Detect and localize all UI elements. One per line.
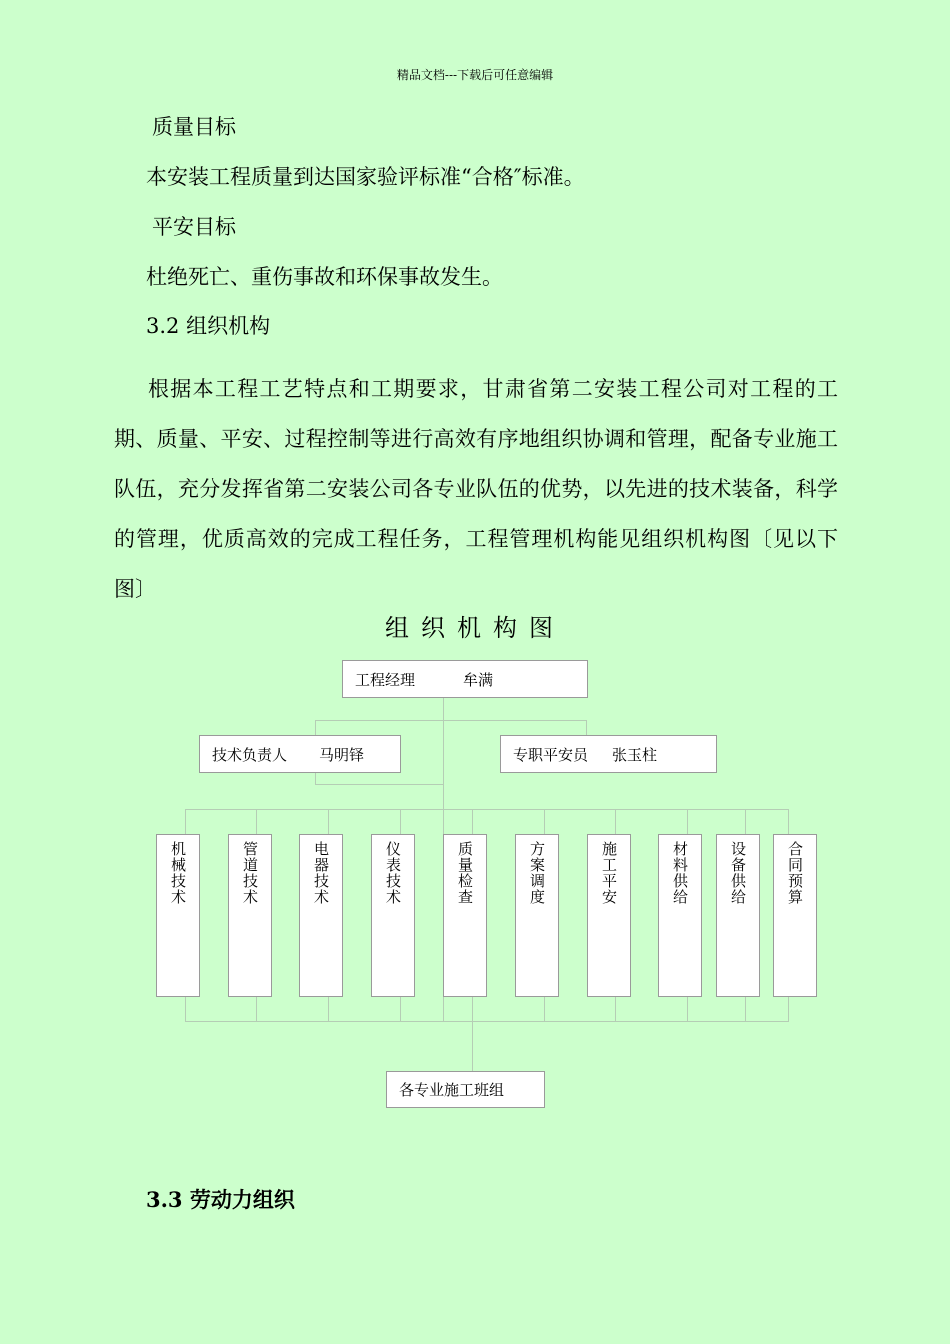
dept-box-1 bbox=[228, 834, 272, 997]
dept-connector-bottom-9 bbox=[788, 996, 789, 1022]
technical-lead-box bbox=[199, 735, 401, 773]
connector-left bbox=[315, 720, 316, 736]
dept-box-3 bbox=[371, 834, 415, 997]
dept-connector-bottom-1 bbox=[256, 996, 257, 1022]
dept-box-5 bbox=[515, 834, 559, 997]
quality-heading: 质量目标 bbox=[152, 115, 236, 139]
org-chart-title: 组织机构图 bbox=[385, 614, 565, 642]
dept-bottom-line bbox=[185, 1021, 789, 1022]
dept-connector-bottom-4 bbox=[472, 996, 473, 1022]
safety-officer-role: 专职平安员 bbox=[513, 745, 589, 764]
section-3-2-heading: 3.2 组织机构 bbox=[146, 314, 271, 338]
dept-box-7 bbox=[658, 834, 702, 997]
dept-connector-top-4 bbox=[472, 809, 473, 835]
dept-connector-top-7 bbox=[687, 809, 688, 835]
page-header: 精品文档---下载后可任意编辑 bbox=[396, 68, 554, 82]
dept-label-5: 方案调度 bbox=[528, 841, 546, 905]
safety-text: 杜绝死亡、重伤事故和环保事故发生。 bbox=[146, 265, 503, 289]
dept-connector-top-6 bbox=[615, 809, 616, 835]
dept-connector-bottom-8 bbox=[745, 996, 746, 1022]
dept-label-3: 仪表技术 bbox=[384, 841, 402, 905]
dept-connector-bottom-5 bbox=[544, 996, 545, 1022]
dept-label-8: 设备供给 bbox=[729, 841, 747, 905]
dept-top-line bbox=[185, 809, 789, 810]
org-description-paragraph: 根据本工程工艺特点和工期要求，甘肃省第二安装工程公司对工程的工期、质量、平安、过程控制等进行高效有序地组织协调和管理，配备专业施工队伍，充分发挥省第二安装公司各专业队伍的优势，以先进的技术装备，科学的管理，优质高效的完成工程任务，工程管理机构能见组织机构图〔见以下图〕 bbox=[114, 377, 838, 601]
dept-connector-bottom-6 bbox=[615, 996, 616, 1022]
project-manager-box bbox=[342, 660, 588, 698]
dept-label-6: 施工平安 bbox=[600, 841, 618, 905]
technical-lead-role: 技术负责人 bbox=[212, 745, 288, 764]
dept-connector-bottom-2 bbox=[328, 996, 329, 1022]
safety-heading: 平安目标 bbox=[152, 215, 236, 239]
dept-label-4: 质量检查 bbox=[456, 841, 474, 905]
safety-officer-name: 张玉柱 bbox=[612, 745, 658, 764]
dept-connector-bottom-7 bbox=[687, 996, 688, 1022]
dept-connector-top-0 bbox=[185, 809, 186, 835]
dept-label-7: 材料供给 bbox=[671, 841, 689, 905]
dept-box-4 bbox=[443, 834, 487, 997]
second-tier-line bbox=[315, 720, 586, 721]
bottom-connector bbox=[472, 1021, 473, 1071]
dept-connector-top-5 bbox=[544, 809, 545, 835]
dept-label-1: 管道技术 bbox=[241, 841, 259, 905]
dept-connector-top-9 bbox=[788, 809, 789, 835]
quality-text: 本安装工程质量到达国家验评标准“合格″标准。 bbox=[146, 165, 585, 189]
connector-left-join bbox=[315, 784, 444, 785]
construction-teams-box bbox=[386, 1071, 545, 1108]
safety-officer-box bbox=[500, 735, 717, 773]
dept-label-0: 机械技术 bbox=[169, 841, 187, 905]
dept-connector-bottom-0 bbox=[185, 996, 186, 1022]
project-manager-name: 牟满 bbox=[463, 670, 494, 689]
technical-lead-name: 马明铎 bbox=[319, 745, 365, 764]
dept-box-9 bbox=[773, 834, 817, 997]
dept-box-6 bbox=[587, 834, 631, 997]
dept-label-2: 电器技术 bbox=[312, 841, 330, 905]
dept-connector-top-1 bbox=[256, 809, 257, 835]
construction-teams-label: 各专业施工班组 bbox=[399, 1081, 505, 1099]
connector-right bbox=[586, 720, 587, 736]
dept-connector-top-2 bbox=[328, 809, 329, 835]
dept-label-9: 合同预算 bbox=[786, 841, 804, 905]
dept-box-8 bbox=[716, 834, 760, 997]
section-3-3-heading: 3.3 劳动力组织 bbox=[146, 1187, 295, 1212]
dept-box-2 bbox=[299, 834, 343, 997]
dept-connector-top-8 bbox=[745, 809, 746, 835]
dept-connector-top-3 bbox=[400, 809, 401, 835]
dept-box-0 bbox=[156, 834, 200, 997]
dept-connector-bottom-3 bbox=[400, 996, 401, 1022]
project-manager-role: 工程经理 bbox=[355, 670, 416, 689]
